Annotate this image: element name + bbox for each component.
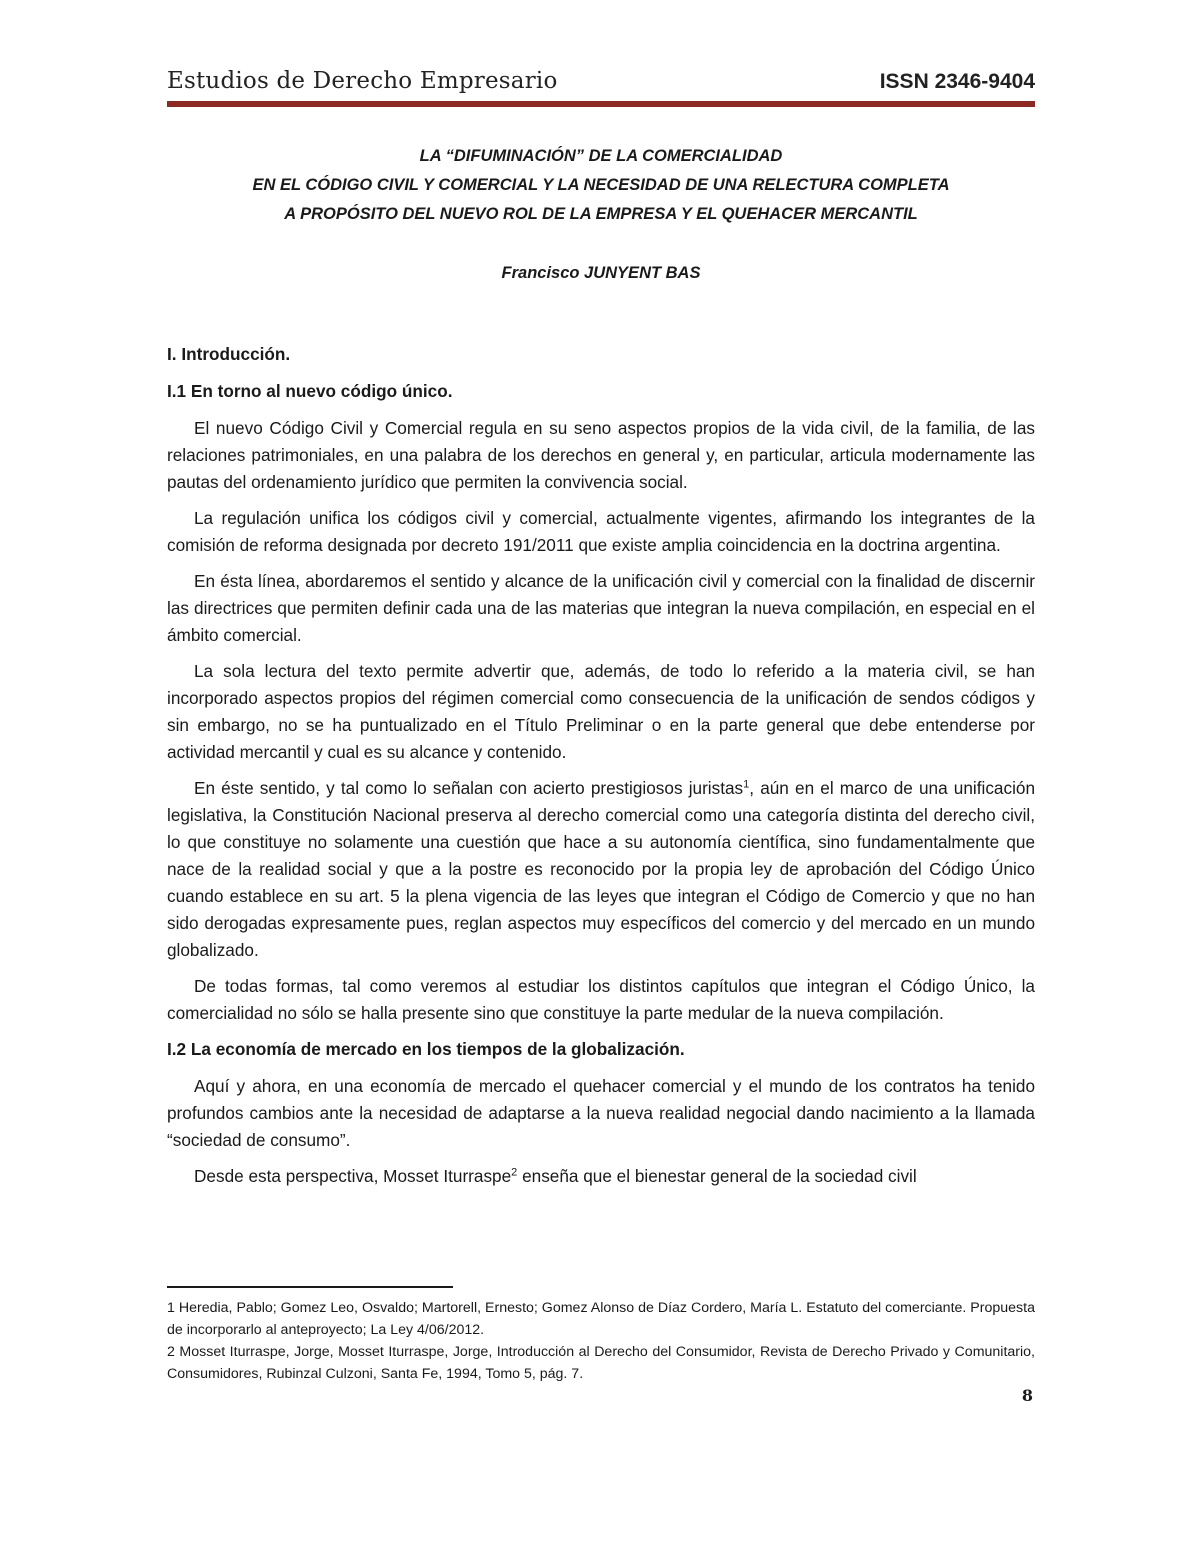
subsection-heading-1-2: I.2 La economía de mercado en los tiempos de la globalización.: [167, 1039, 685, 1059]
paragraph: Aquí y ahora, en una economía de mercado el quehacer comercial y el mundo de los contratos ha tenido profundos cambios ante la necesidad de adaptarse a la nueva realidad negocial dando nacimiento a la llamada “sociedad de consumo”.: [167, 1076, 1035, 1150]
title-line-2: EN EL CÓDIGO CIVIL Y COMERCIAL Y LA NECESIDAD DE UNA RELECTURA COMPLETA: [252, 176, 950, 194]
paragraph: La sola lectura del texto permite advertir que, además, de todo lo referido a la materia civil, se han incorporado aspectos propios del régimen comercial como consecuencia de la unificación de sendos códigos y sin embargo, no se ha puntualizado en el Título Preliminar o en la parte general que debe entenderse por actividad mercantil y cual es su alcance y contenido.: [167, 661, 1035, 762]
paragraph: La regulación unifica los códigos civil y comercial, actualmente vigentes, afirmando los integrantes de la comisión de reforma designada por decreto 191/2011 que existe amplia coincidencia en la doctrina argentina.: [167, 508, 1035, 555]
section-heading-introduccion: I. Introducción.: [167, 344, 291, 364]
article-author: Francisco JUNYENT BAS: [501, 264, 701, 282]
article-body: [167, 341, 1035, 1199]
footnotes: [167, 1297, 1035, 1385]
paragraph-text: Desde esta perspectiva, Mosset Iturraspe: [194, 1166, 512, 1186]
footnote-ref-1[interactable]: 1: [743, 778, 750, 791]
footnote-1: 1 Heredia, Pablo; Gomez Leo, Osvaldo; Martorell, Ernesto; Gomez Alonso de Díaz Cordero, María L. Estatuto del comerciante. Propuesta de incorporarlo al anteproyecto; La Ley 4/06/2012.: [167, 1300, 1035, 1338]
paragraph: De todas formas, tal como veremos al estudiar los distintos capítulos que integran el Código Único, la comercialidad no sólo se halla presente sino que constituye la parte medular de la nueva compilación.: [167, 976, 1035, 1023]
paragraph-text: En éste sentido, y tal como lo señalan con acierto prestigiosos juristas: [194, 778, 744, 798]
header-divider: [167, 101, 1035, 107]
paragraph: En ésta línea, abordaremos el sentido y alcance de la unificación civil y comercial con la finalidad de discernir las directrices que permiten definir cada una de las materias que integran la nueva compilación, en especial en el ámbito comercial.: [167, 571, 1035, 645]
subsection-heading-1-1: I.1 En torno al nuevo código único.: [167, 381, 453, 401]
paragraph: El nuevo Código Civil y Comercial regula en su seno aspectos propios de la vida civil, de la familia, de las relaciones patrimoniales, en una palabra de los derechos en general y, en particular, articula modernamente las pautas del ordenamiento jurídico que permiten la convivencia social.: [167, 418, 1035, 492]
paragraph-with-footnote-2: [167, 1163, 1035, 1190]
title-line-1: LA “DIFUMINACIÓN” DE LA COMERCIALIDAD: [419, 147, 783, 165]
paragraph-text: , aún en el marco de una unificación legislativa, la Constitución Nacional preserva al derecho comercial como una categoría distinta del derecho civil, lo que constituye no solamente una cuestión que hace a su autonomía científica, sino fundamentalmente que nace de la realidad social y que a la postre es reconocido por la propia ley de aprobación del Código Único cuando establece en su art. 5 la plena vigencia de las leyes que integran el Código de Comercio y que no han sido derogadas expresamente pues, reglan aspectos muy específicos del comercio y del mercado en un mundo globalizado.: [167, 778, 1035, 960]
footnote-2: 2 Mosset Iturraspe, Jorge, Mosset Iturraspe, Jorge, Introducción al Derecho del Consumidor, Revista de Derecho Privado y Comunitario, Consumidores, Rubinzal Culzoni, Santa Fe, 1994, Tomo 5, pág. 7.: [167, 1344, 1035, 1382]
footnote-ref-2[interactable]: 2: [511, 1166, 518, 1179]
page-number: 8: [1021, 1386, 1033, 1405]
paragraph-with-footnote-1: [167, 775, 1035, 964]
running-header: [167, 68, 1035, 102]
footnote-separator: [167, 1286, 453, 1288]
issn-label: ISSN 2346-9404: [879, 70, 1035, 93]
article-title: [167, 142, 1035, 229]
title-line-3: A PROPÓSITO DEL NUEVO ROL DE LA EMPRESA Y EL QUEHACER MERCANTIL: [284, 205, 918, 223]
journal-title: Estudios de Derecho Empresario: [167, 68, 558, 94]
paragraph-text: enseña que el bienestar general de la sociedad civil: [517, 1166, 917, 1186]
